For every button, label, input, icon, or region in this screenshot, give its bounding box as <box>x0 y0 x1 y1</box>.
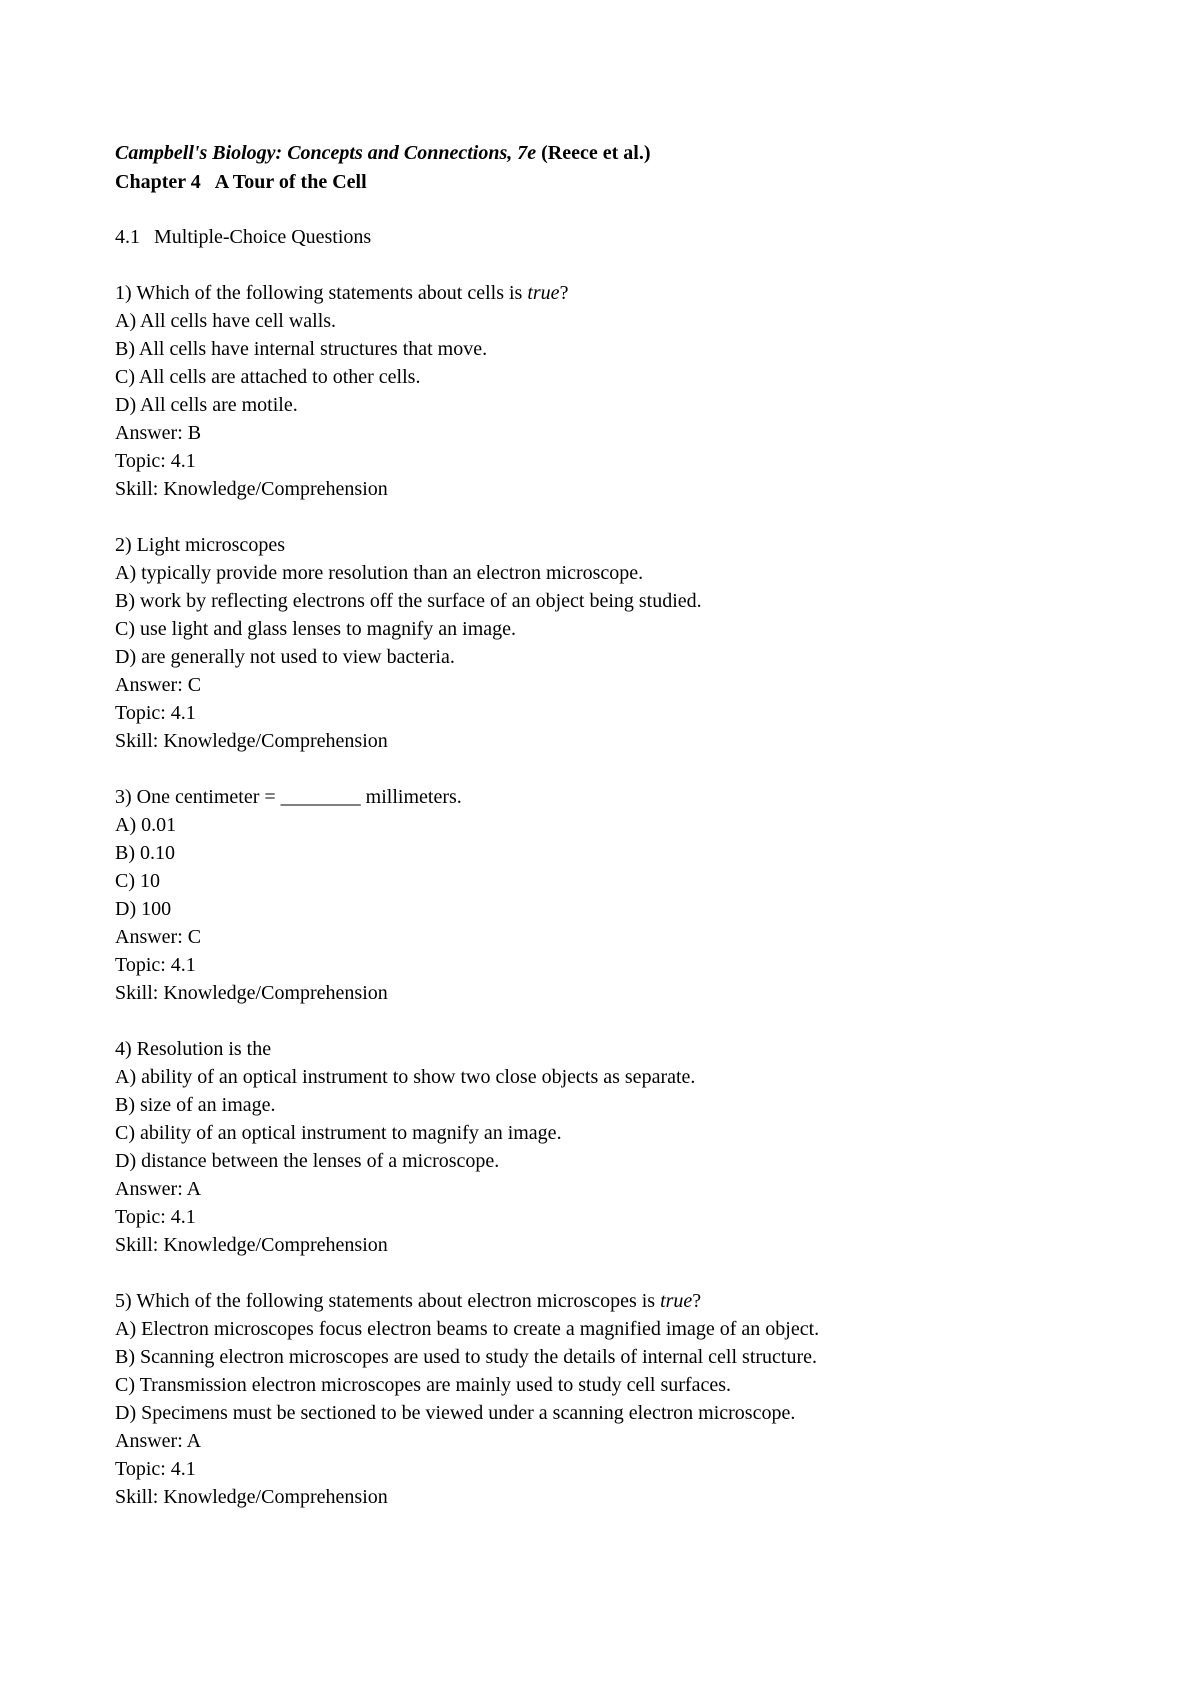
option-a: A) Electron microscopes focus electron beams to create a magnified image of an object. <box>115 1318 820 1340</box>
option-c: C) Transmission electron microscopes are mainly used to study cell surfaces. <box>115 1374 731 1396</box>
stem-emphasis: true <box>527 282 560 304</box>
skill-line: Skill: Knowledge/Comprehension <box>115 982 388 1004</box>
option-b: B) size of an image. <box>115 1094 276 1116</box>
question-number: 3) <box>115 786 132 808</box>
option-b: B) Scanning electron microscopes are used to study the details of internal cell structure. <box>115 1346 818 1368</box>
topic-line: Topic: 4.1 <box>115 1458 196 1480</box>
option-d: D) are generally not used to view bacteria. <box>115 646 455 668</box>
option-c: C) ability of an optical instrument to magnify an image. <box>115 1122 562 1144</box>
skill-line: Skill: Knowledge/Comprehension <box>115 1234 388 1256</box>
question-4 <box>115 1035 1115 1259</box>
option-b: B) work by reflecting electrons off the surface of an object being studied. <box>115 590 702 612</box>
answer-line: Answer: B <box>115 422 202 444</box>
question-stem <box>115 531 1115 559</box>
option-d: D) Specimens must be sectioned to be viewed under a scanning electron microscope. <box>115 1402 796 1424</box>
topic-line: Topic: 4.1 <box>115 702 196 724</box>
answer-line: Answer: C <box>115 926 202 948</box>
question-3 <box>115 783 1115 1007</box>
question-number: 1) <box>115 282 132 304</box>
question-2 <box>115 531 1115 755</box>
question-5 <box>115 1287 1115 1511</box>
book-title: Campbell's Biology: Concepts and Connections, 7e <box>115 142 537 164</box>
answer-line: Answer: A <box>115 1430 202 1452</box>
stem-text: Which of the following statements about cells is <box>136 282 528 304</box>
section-number: 4.1 <box>115 226 140 248</box>
stem-text: Resolution is the <box>136 1038 272 1060</box>
topic-line: Topic: 4.1 <box>115 450 196 472</box>
book-title-line <box>115 139 1115 168</box>
option-b: B) All cells have internal structures that move. <box>115 338 488 360</box>
question-stem <box>115 783 1115 811</box>
stem-emphasis: true <box>660 1290 693 1312</box>
option-a: A) ability of an optical instrument to show two close objects as separate. <box>115 1066 696 1088</box>
stem-text-end: ? <box>692 1290 702 1312</box>
skill-line: Skill: Knowledge/Comprehension <box>115 478 388 500</box>
topic-line: Topic: 4.1 <box>115 1206 196 1228</box>
stem-text: One centimeter = ________ millimeters. <box>136 786 462 808</box>
option-d: D) distance between the lenses of a microscope. <box>115 1150 500 1172</box>
section-heading <box>115 223 1115 251</box>
question-number: 2) <box>115 534 132 556</box>
stem-text-end: ? <box>559 282 569 304</box>
chapter-heading <box>115 168 1115 197</box>
question-stem <box>115 279 1115 307</box>
chapter-title: A Tour of the Cell <box>214 171 367 193</box>
question-1 <box>115 279 1115 503</box>
option-a: A) 0.01 <box>115 814 177 836</box>
answer-line: Answer: C <box>115 674 202 696</box>
question-stem <box>115 1287 1115 1315</box>
option-a: A) All cells have cell walls. <box>115 310 337 332</box>
option-c: C) 10 <box>115 870 160 892</box>
stem-text: Light microscopes <box>136 534 285 556</box>
question-number: 5) <box>115 1290 132 1312</box>
document-page <box>115 139 1115 1511</box>
option-a: A) typically provide more resolution than an electron microscope. <box>115 562 644 584</box>
topic-line: Topic: 4.1 <box>115 954 196 976</box>
question-number: 4) <box>115 1038 132 1060</box>
option-b: B) 0.10 <box>115 842 175 864</box>
section-title: Multiple-Choice Questions <box>154 226 372 248</box>
stem-text: Which of the following statements about electron microscopes is <box>136 1290 661 1312</box>
option-c: C) All cells are attached to other cells. <box>115 366 421 388</box>
question-stem <box>115 1035 1115 1063</box>
option-d: D) All cells are motile. <box>115 394 298 416</box>
option-c: C) use light and glass lenses to magnify an image. <box>115 618 517 640</box>
chapter-number: Chapter 4 <box>115 171 201 193</box>
skill-line: Skill: Knowledge/Comprehension <box>115 730 388 752</box>
skill-line: Skill: Knowledge/Comprehension <box>115 1486 388 1508</box>
answer-line: Answer: A <box>115 1178 202 1200</box>
option-d: D) 100 <box>115 898 172 920</box>
book-authors: (Reece et al.) <box>541 142 651 164</box>
